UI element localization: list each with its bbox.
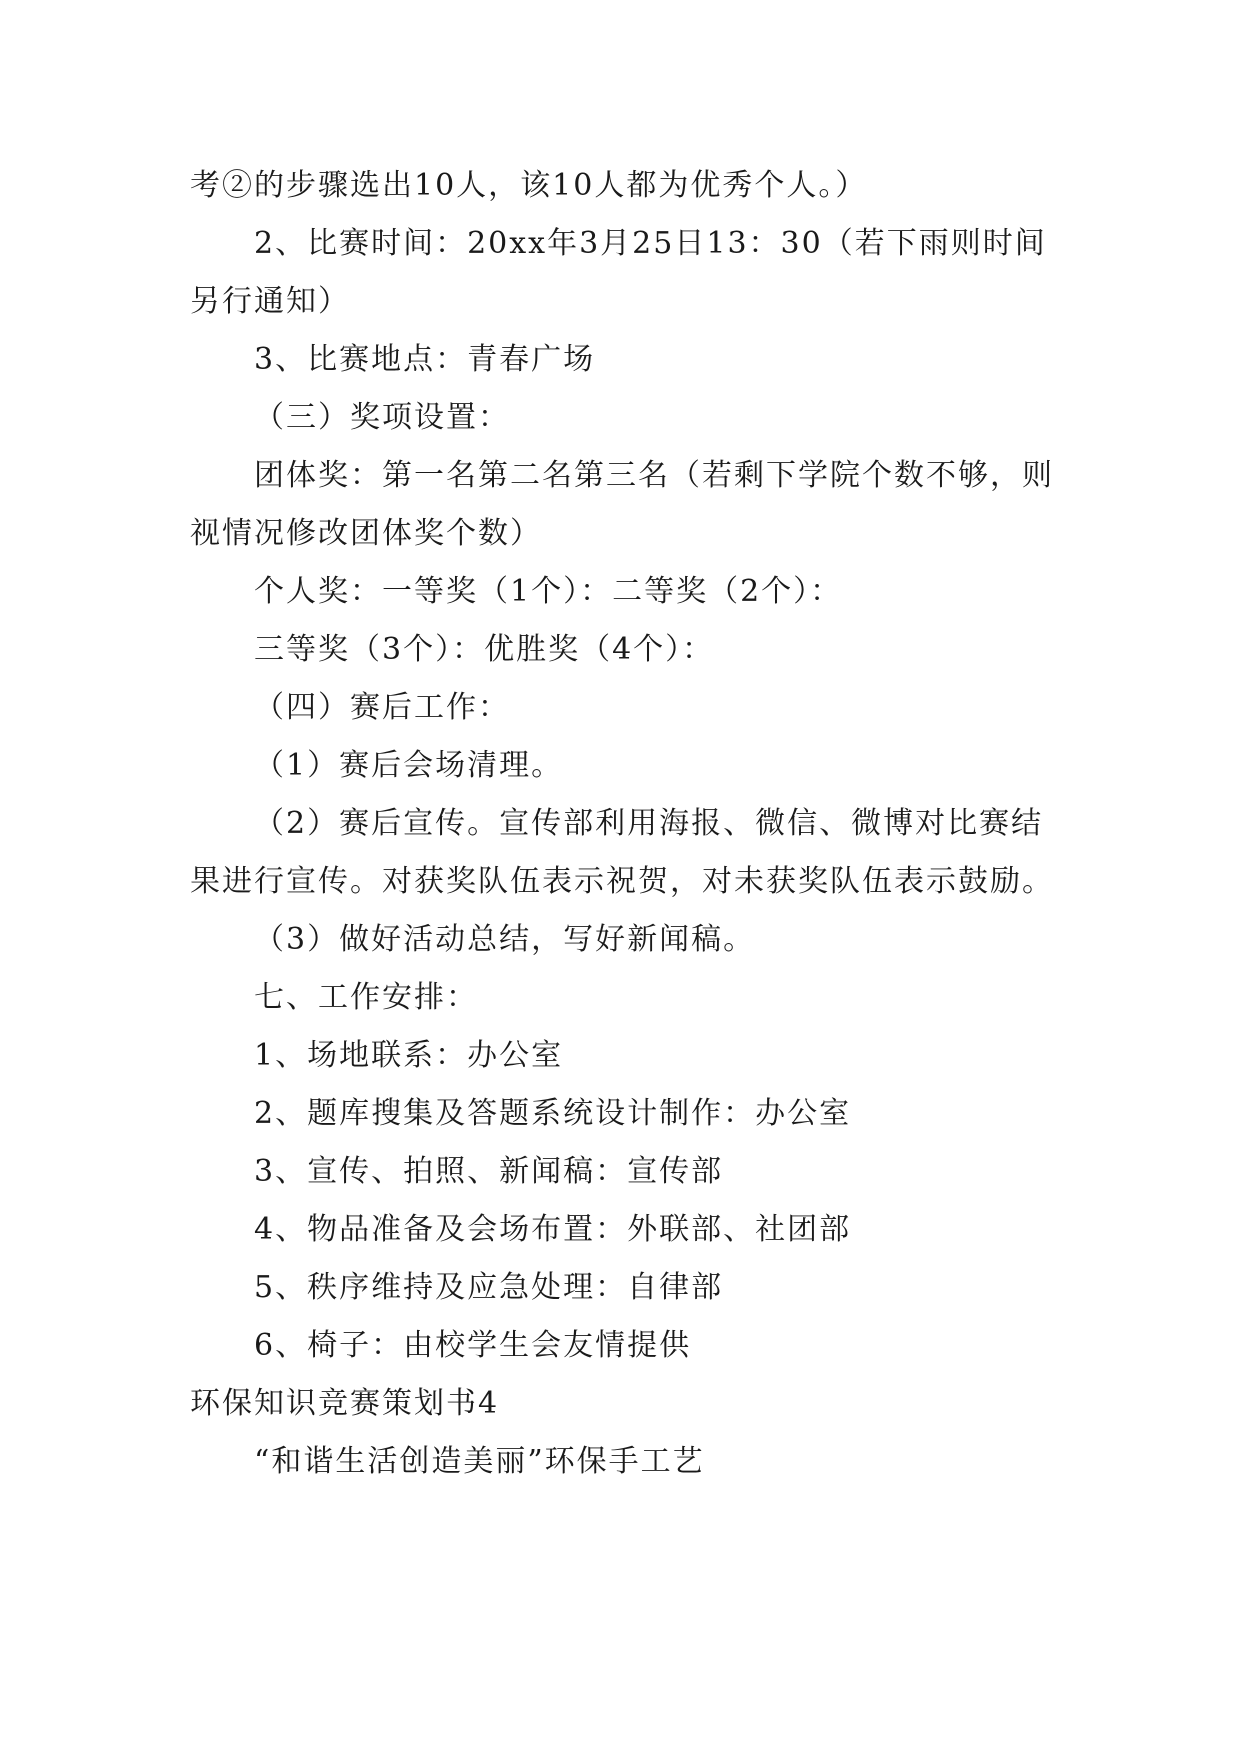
paragraph: 七、工作安排： (254, 980, 478, 1015)
document-body (190, 157, 1060, 1491)
subtitle: “和谐生活创造美丽”环保手工艺 (254, 1444, 705, 1479)
paragraph: 3、宣传、拍照、新闻稿：宣传部 (254, 1154, 724, 1189)
paragraph: 团体奖：第一名第二名第三名（若剩下学院个数不够，则视情况修改团体奖个数） (190, 458, 1054, 551)
paragraph: （四）赛后工作： (254, 690, 510, 725)
paragraph: 考②的步骤选出10人，该10人都为优秀个人。） (190, 168, 868, 203)
paragraph: 5、秩序维持及应急处理：自律部 (254, 1270, 724, 1305)
paragraph: 三等奖（3个）：优胜奖（4个）： (254, 632, 715, 667)
paragraph: （3）做好活动总结，写好新闻稿。 (254, 922, 756, 957)
paragraph: （三）奖项设置： (254, 400, 510, 435)
paragraph: 1、场地联系：办公室 (254, 1038, 564, 1073)
paragraph: 3、比赛地点：青春广场 (254, 342, 596, 377)
paragraph: （2）赛后宣传。宣传部利用海报、微信、微博对比赛结果进行宣传。对获奖队伍表示祝贺，对未获奖队伍表示鼓励。 (190, 806, 1054, 899)
paragraph: （1）赛后会场清理。 (254, 748, 564, 783)
paragraph: 4、物品准备及会场布置：外联部、社团部 (254, 1212, 852, 1247)
section-title: 环保知识竞赛策划书4 (190, 1386, 500, 1421)
paragraph: 6、椅子：由校学生会友情提供 (254, 1328, 692, 1363)
paragraph: 2、比赛时间：20xx年3月25日13：30（若下雨则时间另行通知） (190, 226, 1047, 319)
paragraph: 2、题库搜集及答题系统设计制作：办公室 (254, 1096, 852, 1131)
paragraph: 个人奖：一等奖（1个）：二等奖（2个）： (254, 574, 843, 609)
